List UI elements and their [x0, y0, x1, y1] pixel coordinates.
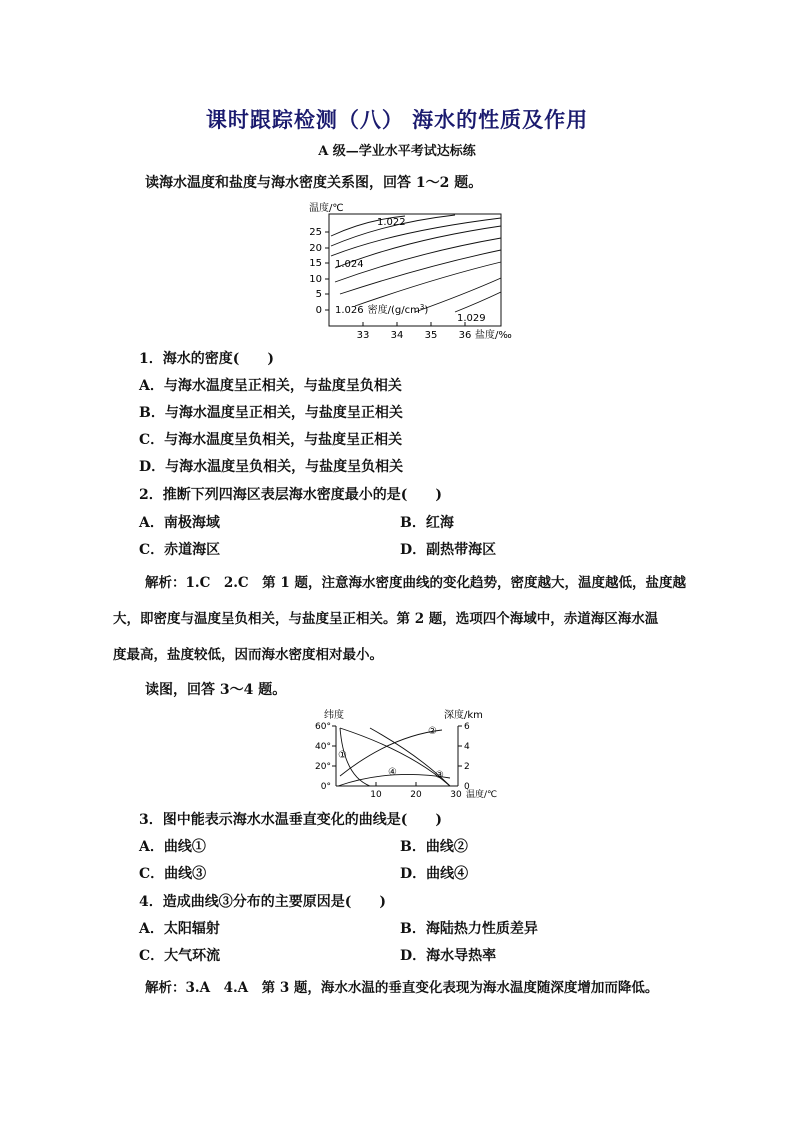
- q1-stem: 1．海水的密度( ): [139, 351, 274, 367]
- q3-option: C．曲线③: [139, 866, 207, 882]
- fig1-ytick: 15: [309, 258, 322, 269]
- q1-option: B．与海水温度呈正相关，与盐度呈正相关: [139, 405, 403, 421]
- fig2-left-label: 纬度: [324, 710, 344, 721]
- fig2-right-tick: 0: [464, 782, 470, 792]
- explanation-2-line: 解析：3.A 4.A 第 3 题，海水水温的垂直变化表现为海水温度随深度增加而降低。: [145, 980, 659, 996]
- fig1-ytick: 25: [309, 227, 322, 238]
- fig1-xtick: 36: [458, 330, 472, 341]
- q2-option: D．副热带海区: [400, 542, 497, 558]
- q4-option: B．海陆热力性质差异: [400, 921, 538, 937]
- q3-option: A．曲线①: [139, 839, 206, 855]
- fig2-right-tick: 6: [464, 722, 470, 732]
- explanation-1-line: 度最高，盐度较低，因而海水密度相对最小。: [113, 647, 383, 663]
- q3-stem: 3．图中能表示海水水温垂直变化的曲线是( ): [139, 812, 442, 828]
- q4-stem: 4．造成曲线③分布的主要原因是( ): [139, 894, 386, 910]
- q3-option: B．曲线②: [400, 839, 468, 855]
- curve-label-2: ②: [428, 726, 437, 737]
- q1-option: C．与海水温度呈负相关，与盐度呈正相关: [139, 432, 403, 448]
- intro-2: 读图，回答 3～4 题。: [145, 682, 287, 698]
- curve-label-1: ①: [338, 750, 347, 761]
- fig1-ytick: 20: [309, 243, 322, 254]
- q2-option: A．南极海域: [139, 515, 220, 531]
- fig1-label-1029: 1.029: [457, 313, 486, 324]
- fig2-left-tick: 60°: [315, 722, 331, 732]
- intro-1: 读海水温度和盐度与海水密度关系图，回答 1～2 题。: [145, 175, 483, 191]
- fig2-right-label: 深度/km: [444, 710, 483, 721]
- q3-option: D．曲线④: [400, 866, 469, 882]
- fig1-label-1022: 1.022: [377, 217, 406, 228]
- q1-option: A．与海水温度呈正相关，与盐度呈负相关: [139, 378, 402, 394]
- page-title: 课时跟踪检测（八） 海水的性质及作用: [205, 107, 589, 132]
- fig2-xlabel: 温度/℃: [466, 790, 498, 800]
- fig2-left-tick: 0°: [320, 782, 331, 792]
- fig1-xtick: 33: [356, 330, 370, 341]
- fig1-ytick: 5: [315, 289, 322, 300]
- fig1-xlabel: 盐度/‰: [475, 330, 512, 341]
- curve-label-3: ③: [435, 770, 444, 781]
- explanation-1-line: 大，即密度与温度呈负相关，与盐度呈正相关。第 2 题，选项四个海域中，赤道海区海水温: [113, 611, 659, 627]
- section-subtitle: A 级—学业水平考试达标练: [318, 144, 476, 159]
- q2-option: C．赤道海区: [139, 542, 221, 558]
- fig1-xtick: 34: [390, 330, 404, 341]
- fig1-ytick: 0: [315, 305, 322, 316]
- q1-option: D．与海水温度呈负相关，与盐度呈负相关: [139, 459, 404, 475]
- curve-label-4: ④: [388, 767, 397, 778]
- temperature-curves-diagram: [310, 706, 520, 801]
- q2-stem: 2．推断下列四海区表层海水密度最小的是( ): [139, 487, 442, 503]
- fig1-xtick: 35: [424, 330, 438, 341]
- fig2-right-tick: 2: [464, 762, 470, 772]
- fig2-right-tick: 4: [464, 742, 470, 752]
- fig2-xtick: 20: [410, 790, 422, 800]
- fig1-label-1024: 1.024: [335, 259, 364, 270]
- q4-option: D．海水导热率: [400, 948, 497, 964]
- fig2-left-tick: 20°: [315, 762, 331, 772]
- fig1-ylabel: 温度/℃: [309, 203, 344, 214]
- fig2-left-tick: 40°: [315, 742, 331, 752]
- density-diagram: [295, 198, 525, 343]
- fig2-xtick: 10: [370, 790, 382, 800]
- q2-option: B．红海: [400, 515, 454, 531]
- fig2-xtick: 30: [450, 790, 462, 800]
- fig1-label-1026: 1.026 密度$/(g/cm^3)$: [335, 303, 429, 316]
- fig1-ytick: 10: [309, 274, 322, 285]
- q4-option: C．大气环流: [139, 948, 221, 964]
- explanation-1-line: 解析：1.C 2.C 第 1 题，注意海水密度曲线的变化趋势，密度越大，温度越低，盐度越: [145, 575, 686, 591]
- q4-option: A．太阳辐射: [139, 921, 220, 937]
